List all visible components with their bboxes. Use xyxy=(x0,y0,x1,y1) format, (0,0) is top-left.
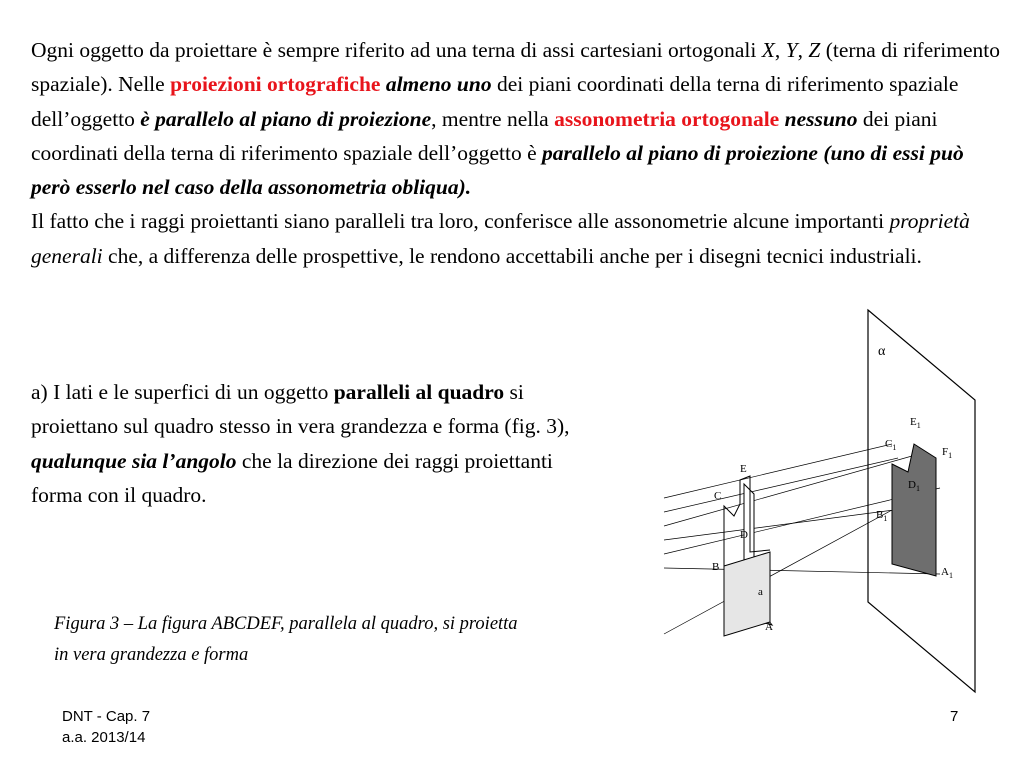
intro-text-3: dei piani coordinati della terna di riferimento spaziale dell’oggetto xyxy=(31,72,959,131)
axis-z: Z xyxy=(808,38,821,62)
emphasis-nessuno: nessuno xyxy=(784,106,858,131)
label-c: C xyxy=(714,490,722,502)
projection-figure xyxy=(650,300,990,700)
intro-text-4: , mentre nella xyxy=(431,106,555,131)
footer-course xyxy=(62,706,150,748)
label-a1: $A_1$ xyxy=(941,566,953,580)
intro-text-1: Ogni oggetto da proiettare è sempre riferito ad una terna di assi cartesiani ortogonali xyxy=(31,38,762,62)
page-number: 7 xyxy=(950,708,959,725)
emphasis-paralleli-al-quadro: paralleli al quadro xyxy=(333,380,505,404)
footer-chapter: DNT - Cap. 7 xyxy=(62,708,151,725)
emphasis-parallelo-1: è parallelo al piano di proiezione xyxy=(140,106,432,131)
label-a: A xyxy=(765,621,773,633)
emphasis-qualunque-sia: qualunque sia l’angolo xyxy=(31,448,237,473)
label-e: E xyxy=(740,463,747,475)
intro-text-6: Il fatto che i raggi proiettanti siano paralleli tra loro, conferisce alle assonometrie alcune importanti xyxy=(31,209,890,234)
label-f1: $F_1$ xyxy=(942,446,953,460)
label-d: D xyxy=(740,529,748,541)
point-a-text-2: si proiettano sul quadro stesso in vera grandezza e forma (fig. 3), xyxy=(31,380,570,439)
intro-text-5: dei piani coordinati della terna di riferimento spaziale dell’oggetto è xyxy=(31,106,938,165)
label-d1: $D_1$ xyxy=(908,479,920,493)
term-assonometria-ortogonale: assonometria ortogonale xyxy=(554,106,780,131)
label-c1: $C_1$ xyxy=(885,438,897,452)
term-proiezioni-ortografiche: proiezioni ortografiche xyxy=(170,72,381,97)
intro-text-2: (terna di riferimento spaziale). Nelle xyxy=(31,38,1001,97)
comma-2: , xyxy=(797,38,809,62)
label-a-lower: a xyxy=(758,586,763,598)
label-b: B xyxy=(712,561,720,573)
label-alpha: α xyxy=(878,344,886,359)
axis-y: Y xyxy=(785,38,798,62)
emphasis-parallelo-2: parallelo al piano di proiezione (uno di essi può però esserlo nel caso della assonometria obliqua). xyxy=(31,140,964,200)
point-a-text-3: che la direzione dei raggi proiettanti forma con il quadro. xyxy=(31,448,553,507)
figure-caption: Figura 3 – La figura ABCDEF, parallela al quadro, si proietta in vera grandezza e forma xyxy=(54,614,518,665)
intro-paragraph xyxy=(31,33,1006,273)
point-a-paragraph xyxy=(31,375,571,512)
emphasis-proprieta: proprietà generali xyxy=(31,209,970,268)
intro-text-7: che, a differenza delle prospettive, le rendono accettabili anche per i disegni tecnici industriali. xyxy=(102,243,922,268)
figure-shadow-region xyxy=(724,552,770,636)
comma-1: , xyxy=(774,38,786,62)
footer-year: a.a. 2013/14 xyxy=(62,729,146,746)
point-a-text-1: a) I lati e le superfici di un oggetto xyxy=(31,380,334,404)
axis-x: X xyxy=(761,38,775,62)
label-b1: $B_1$ xyxy=(876,509,888,523)
label-e1: $E_1$ xyxy=(910,416,921,430)
emphasis-almeno-uno: almeno uno xyxy=(385,72,492,97)
